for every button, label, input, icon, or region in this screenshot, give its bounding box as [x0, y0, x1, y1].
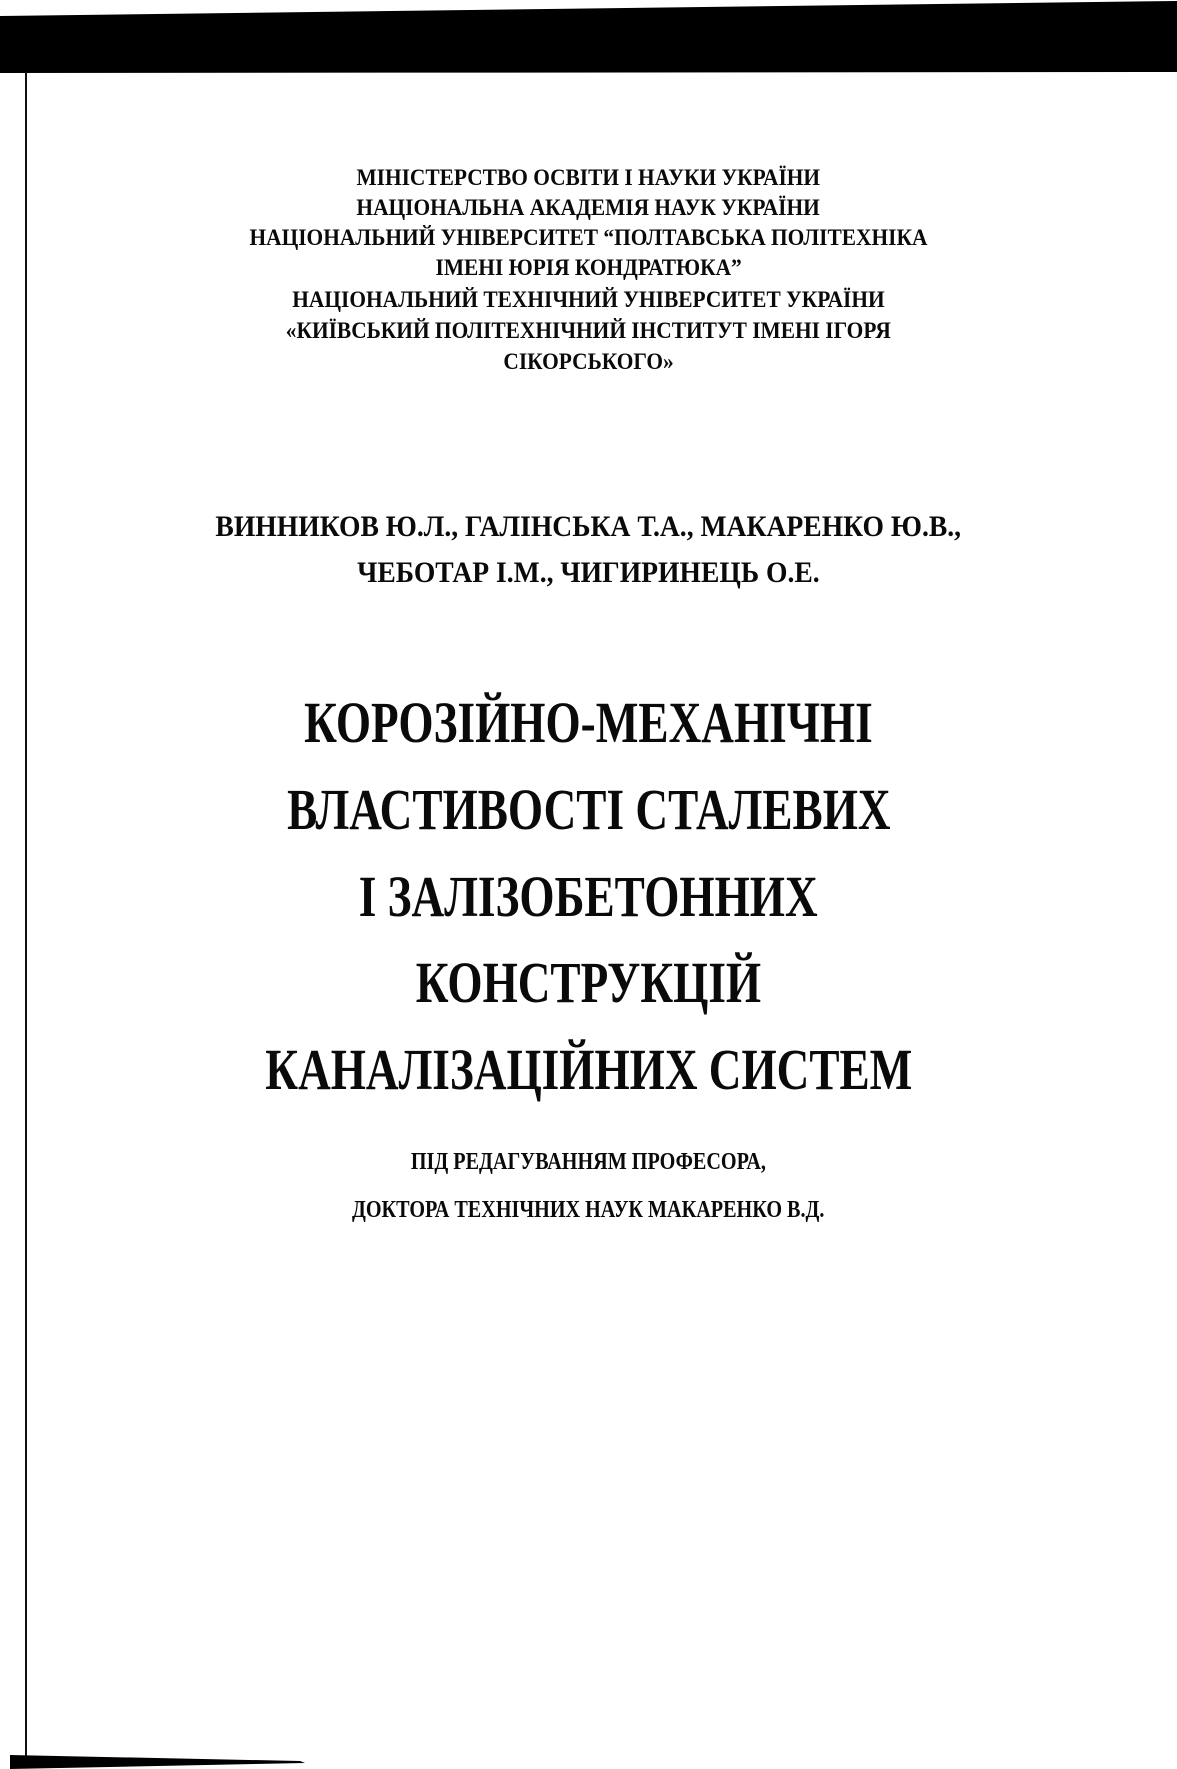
title-line: І ЗАЛІЗОБЕТОННИХ — [359, 864, 818, 929]
institution-line: НАЦІОНАЛЬНИЙ ТЕХНІЧНИЙ УНІВЕРСИТЕТ УКРАЇНИ — [292, 287, 885, 312]
title-line: КАНАЛІЗАЦІЙНИХ СИСТЕМ — [264, 1037, 913, 1102]
institution-line: НАЦІОНАЛЬНИЙ УНІВЕРСИТЕТ “ПОЛТАВСЬКА ПОЛІТЕХНІКА — [249, 225, 928, 250]
institution-line: ІМЕНІ ЮРІЯ КОНДРАТЮКА” — [435, 255, 742, 280]
scan-top-border — [0, 0, 1177, 80]
title-line: КОНСТРУКЦІЙ — [415, 950, 762, 1015]
editor-line: ДОКТОРА ТЕХНІЧНИХ НАУК МАКАРЕНКО В.Д. — [352, 1197, 825, 1223]
title-line: КОРОЗІЙНО-МЕХАНІЧНІ — [304, 690, 873, 755]
scan-bottom-border — [0, 1740, 1177, 1769]
institution-line: СІКОРСЬКОГО» — [503, 349, 674, 374]
authors-line: ВИННИКОВ Ю.Л., ГАЛІНСЬКА Т.А., МАКАРЕНКО Ю.В., — [215, 510, 962, 543]
title-line: ВЛАСТИВОСТІ СТАЛЕВИХ — [286, 777, 891, 842]
institution-line: НАЦІОНАЛЬНА АКАДЕМІЯ НАУК УКРАЇНИ — [356, 195, 821, 220]
institution-line: «КИЇВСЬКИЙ ПОЛІТЕХНІЧНИЙ ІНСТИТУТ ІМЕНІ ІГОРЯ — [285, 318, 891, 343]
institution-line: МІНІСТЕРСТВО ОСВІТИ І НАУКИ УКРАЇНИ — [356, 165, 821, 190]
editor-line: ПІД РЕДАГУВАННЯМ ПРОФЕСОРА, — [410, 1149, 767, 1175]
authors-line: ЧЕБОТАР І.М., ЧИГИРИНЕЦЬ О.Е. — [357, 556, 820, 589]
